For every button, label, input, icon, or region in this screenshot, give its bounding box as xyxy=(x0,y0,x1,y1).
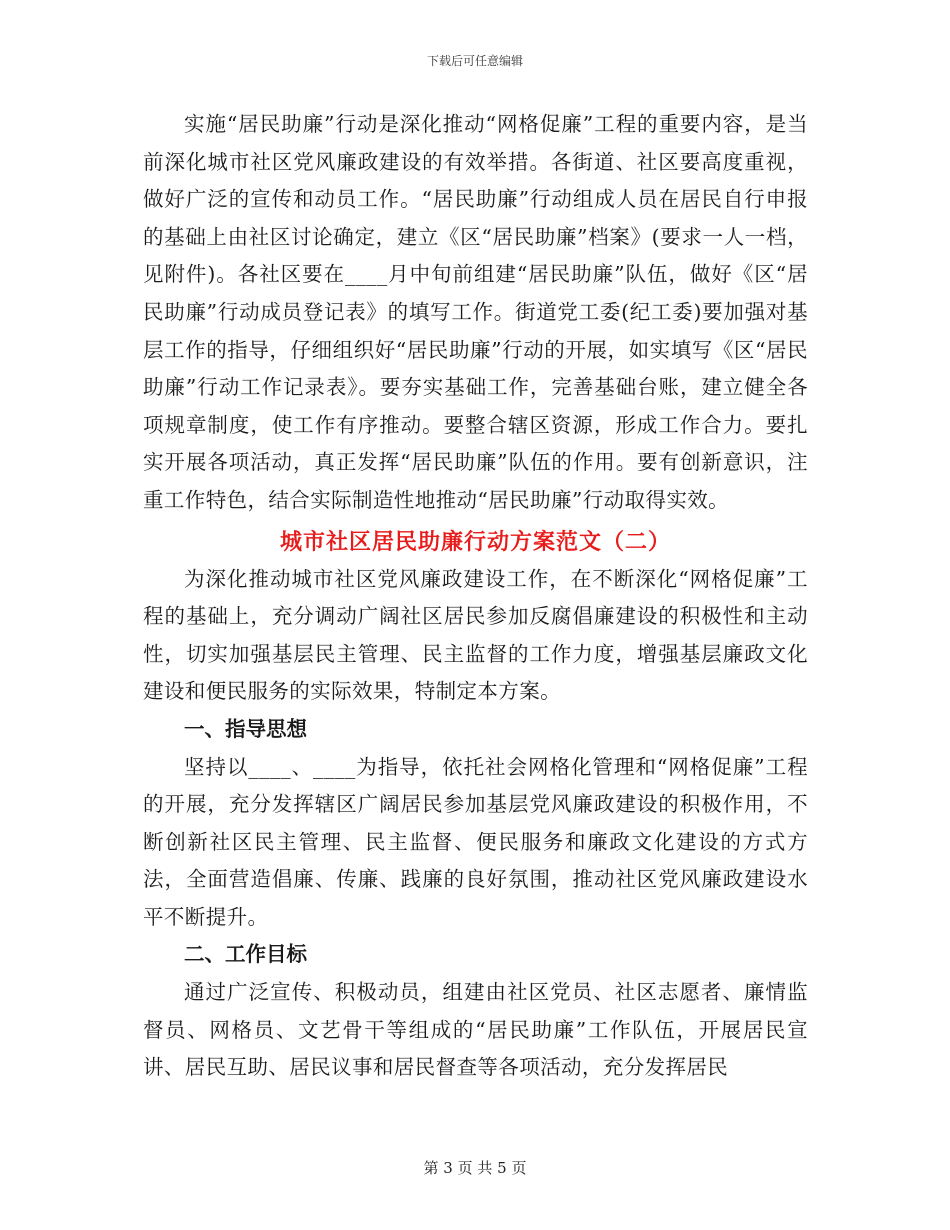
heading-guiding-ideology: 一、指导思想 xyxy=(184,716,307,741)
paragraph-intro: 为深化推动城市社区党风廉政建设工作，在不断深化“网格促廉”工程的基础上，充分调动广阔社区居民参加反腐倡廉建设的积极性和主动性，切实加强基层民主管理、民主监督的工作力度，增强基层廉政文化建设和便民服务的实际效果，特制定本方案。 xyxy=(143,566,808,704)
paragraph-implementation: 实施“居民助廉”行动是深化推动“网格促廉”工程的重要内容，是当前深化城市社区党风廉政建设的有效举措。各街道、社区要高度重视，做好广泛的宣传和动员工作。“居民助廉”行动组成人员在居民自行申报的基础上由社区讨论确定，建立《区“居民助廉”档案》(要求一人一档，见附件)。各社区要在____月中旬前组建“居民助廉”队伍，做好《区“居民助廉”行动成员登记表》的填写工作。街道党工委(纪工委)要加强对基层工作的指导，仔细组织好“居民助廉”行动的开展，如实填写《区“居民助廉”行动工作记录表》。要夯实基础工作，完善基础台账，建立健全各项规章制度，使工作有序推动。要整合辖区资源，形成工作合力。要扎实开展各项活动，真正发挥“居民助廉”队伍的作用。要有创新意识，注重工作特色，结合实际制造性地推动“居民助廉”行动取得实效。 xyxy=(143,112,808,512)
section-title: 城市社区居民助廉行动方案范文（二） xyxy=(279,528,671,555)
document-body xyxy=(143,106,808,1087)
page-number: 第 3 页 共 5 页 xyxy=(423,1159,527,1177)
paragraph-work-goals: 通过广泛宣传、积极动员，组建由社区党员、社区志愿者、廉情监督员、网格员、文艺骨干等组成的“居民助廉”工作队伍，开展居民宣讲、居民互助、居民议事和居民督查等各项活动，充分发挥居民 xyxy=(143,980,808,1080)
heading-work-goals: 二、工作目标 xyxy=(184,942,307,967)
page-header: 下载后可任意编辑 xyxy=(426,54,523,68)
paragraph-guiding-ideology: 坚持以____、____为指导，依托社会网格化管理和“网格促廉”工程的开展，充分发挥辖区广阔居民参加基层党风廉政建设的积极作用，不断创新社区民主管理、民主监督、便民服务和廉政文化建设的方式方法，全面营造倡廉、传廉、践廉的良好氛围，推动社区党风廉政建设水平不断提升。 xyxy=(143,754,808,929)
